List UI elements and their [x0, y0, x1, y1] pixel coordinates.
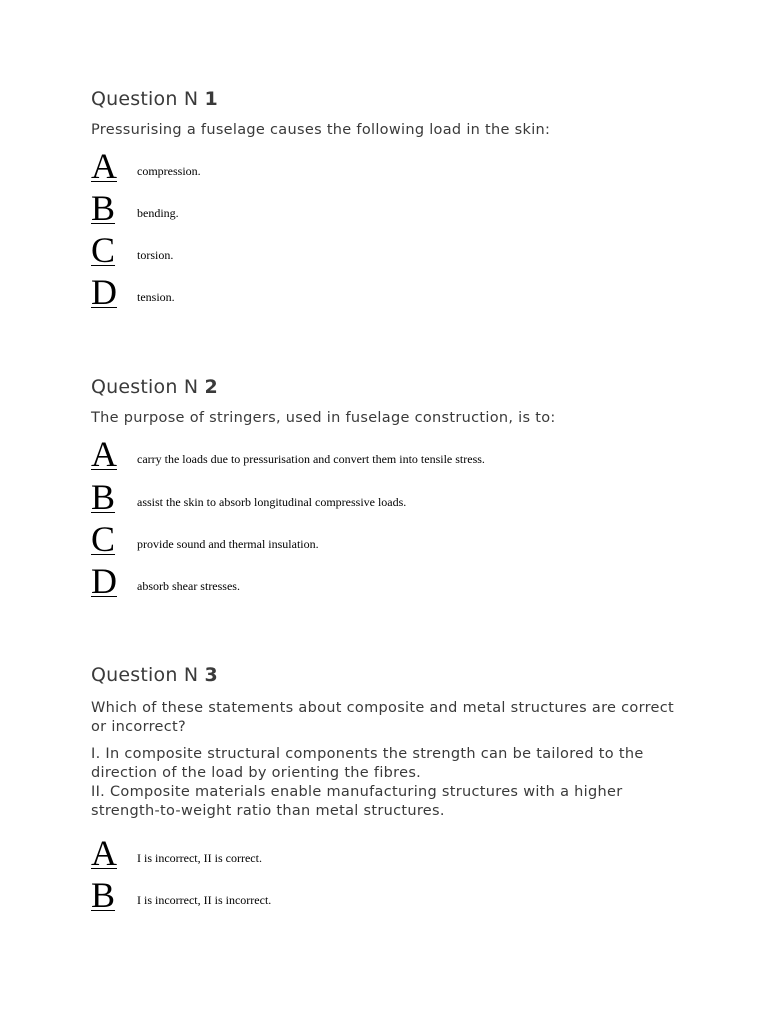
- option-letter: C: [91, 519, 116, 559]
- option-text: compression.: [137, 164, 201, 178]
- option-letter: A: [91, 434, 117, 474]
- option-text: tension.: [137, 290, 175, 304]
- option-text: assist the skin to absorb longitudinal compressive loads.: [137, 495, 407, 509]
- option-letter: B: [91, 875, 116, 915]
- option-d[interactable]: [91, 274, 681, 316]
- option-b[interactable]: [91, 190, 681, 232]
- option-letter: A: [91, 146, 117, 186]
- question-1: [91, 87, 681, 316]
- question-title: Question N 3: [91, 664, 218, 686]
- option-a[interactable]: [91, 148, 681, 190]
- option-letter: B: [91, 188, 116, 228]
- statement-2: II. Composite materials enable manufacturing structures with a higher strength-to-weight ratio than metal structures.: [91, 784, 623, 819]
- option-letter: D: [91, 272, 117, 312]
- question-title: Question N 1: [91, 88, 218, 110]
- option-letter: A: [91, 833, 117, 873]
- options-list: [91, 835, 681, 919]
- option-text: I is incorrect, II is correct.: [137, 851, 262, 865]
- question-number: 3: [204, 664, 218, 686]
- statements: [91, 745, 681, 821]
- question-2: [91, 375, 681, 605]
- option-text: I is incorrect, II is incorrect.: [137, 893, 272, 907]
- options-list: [91, 148, 681, 316]
- option-c[interactable]: [91, 232, 681, 274]
- option-b[interactable]: [91, 877, 681, 919]
- option-c[interactable]: [91, 521, 681, 563]
- option-text: provide sound and thermal insulation.: [137, 537, 319, 551]
- question-number: 1: [204, 88, 218, 110]
- question-number: 2: [204, 376, 218, 398]
- option-text: bending.: [137, 206, 179, 220]
- option-letter: D: [91, 561, 117, 601]
- question-title: Question N 2: [91, 376, 218, 398]
- statement-1: I. In composite structural components the strength can be tailored to the direction of the load by orienting the fibres.: [91, 746, 644, 781]
- option-letter: C: [91, 230, 116, 270]
- question-text: Pressurising a fuselage causes the following load in the skin:: [91, 122, 551, 138]
- option-text: carry the loads due to pressurisation and convert them into tensile stress.: [137, 452, 485, 466]
- option-a[interactable]: [91, 835, 681, 877]
- option-text: torsion.: [137, 248, 174, 262]
- question-3: [91, 663, 681, 919]
- question-text: Which of these statements about composite and metal structures are correct or incorrect?: [91, 700, 675, 735]
- option-text: absorb shear stresses.: [137, 579, 240, 593]
- question-text: The purpose of stringers, used in fuselage construction, is to:: [91, 410, 556, 426]
- option-b[interactable]: [91, 479, 681, 521]
- option-d[interactable]: [91, 563, 681, 605]
- option-a[interactable]: [91, 436, 681, 479]
- option-letter: B: [91, 477, 116, 517]
- options-list: [91, 436, 681, 605]
